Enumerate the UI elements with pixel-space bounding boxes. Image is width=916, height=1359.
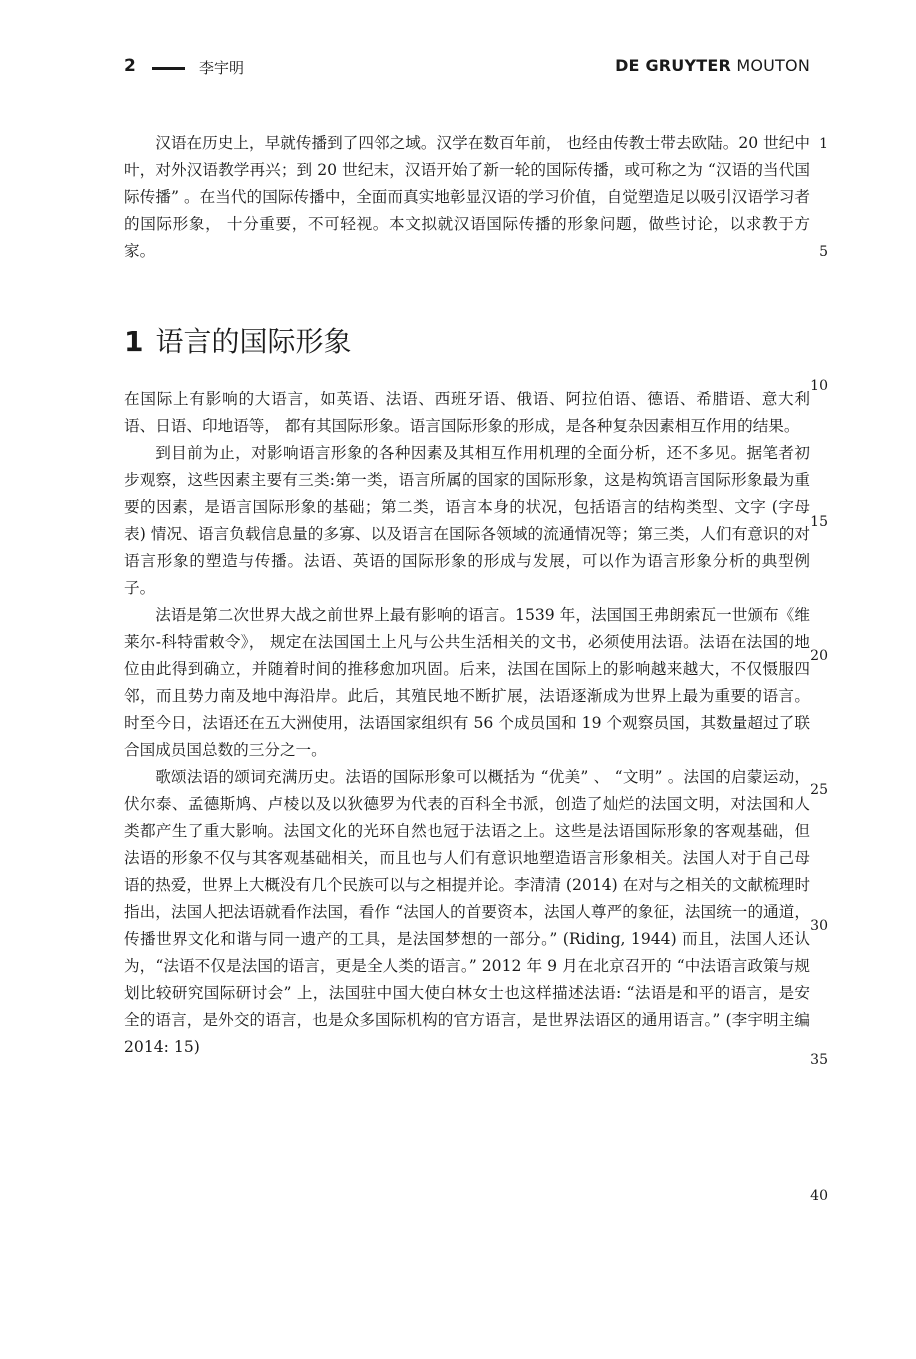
- body-paragraph-4: 歌颂法语的颂词充满历史。法语的国际形象可以概括为 “优美” 、 “文明” 。法国的启蒙运动， 伏尔泰、孟德斯鸠、卢棱以及以狄德罗为代表的百科全书派，创造了灿烂的法国文明，对法国和人类都产生了重大影响。法国文化的光环自然也冠于法语之上。这些是法语国际形象的客观基础，但法语的形象不仅与其客观基础相关，而且也与人们有意识地塑造语言形象相关。法国人对于自己母语的热爱，世界上大概没有几个民族可以与之相提并论。李清清 (2014) 在对与之相关的文献梳理时指出，法国人把法语就看作法国，看作 “法国人的首要资本，法国人尊严的象征，法国统一的通道，传播世界文化和谐与同一遗产的工具，是法国梦想的一部分。” (Riding, 1944) 而且，法国人还认为，“法语不仅是法国的语言，更是全人类的语言。” 2012 年 9 月在北京召开的 “中法语言政策与规划比较研究国际研讨会” 上，法国驻中国大使白林女士也这样描述法语: “法语是和平的语言，是安全的语言，是外交的语言，也是众多国际机构的官方语言，是世界法语区的通用语言。” (李宇明主编 2014: 15): [124, 768, 810, 1056]
- line-number-30: 30: [810, 918, 828, 934]
- body-paragraph-3: 法语是第二次世界大战之前世界上最有影响的语言。1539 年，法国国王弗朗索瓦一世颁布《维莱尔-科特雷敕令》， 规定在法国国土上凡与公共生活相关的文书，必须使用法语。法语在法国的地位由此得到确立，并随着时间的推移愈加巩固。后来，法国在国际上的影响越来越大，不仅慑服四邻，而且势力南及地中海沿岸。此后，其殖民地不断扩展，法语逐渐成为世界上最为重要的语言。时至今日，法语还在五大洲使用，法语国家组织有 56 个成员国和 19 个观察员国，其数量超过了联合国成员国总数的三分之一。: [124, 606, 810, 759]
- line-number-25: 25: [810, 782, 828, 798]
- section-heading: [124, 322, 352, 362]
- line-number-15: 15: [810, 514, 828, 530]
- body-text: [124, 386, 810, 1061]
- abstract-paragraph: 汉语在历史上，早就传播到了四邻之域。汉学在数百年前， 也经由传教士带去欧陆。20 世纪中叶，对外汉语教学再兴；到 20 世纪末，汉语开始了新一轮的国际传播，或可称之为 “汉语的当代国际传播” 。在当代的国际传播中，全面而真实地彰显汉语的学习价值，自觉塑造足以吸引汉语学习者的国际形象， 十分重要，不可轻视。本文拟就汉语国际传播的形象问题，做些讨论，以求教于方家。: [124, 134, 810, 260]
- section-title: 语言的国际形象: [155, 325, 352, 358]
- publisher-bold: DE GRUYTER: [615, 56, 732, 75]
- running-header: [124, 56, 810, 82]
- line-number-10: 10: [810, 378, 828, 394]
- body-paragraph-2: 到目前为止，对影响语言形象的各种因素及其相互作用机理的全面分析，还不多见。据笔者初步观察，这些因素主要有三类:第一类，语言所属的国家的国际形象，这是构筑语言国际形象最为重要的因素，是语言国际形象的基础；第二类，语言本身的状况，包括语言的结构类型、文字 (字母表) 情况、语言负载信息量的多寡、以及语言在国际各领域的流通情况等；第三类，人们有意识的对语言形象的塑造与传播。法语、英语的国际形象的形成与发展，可以作为语言形象分析的典型例子。: [124, 444, 810, 597]
- running-author: 李宇明: [199, 59, 245, 77]
- line-number-35: 35: [810, 1052, 828, 1068]
- header-rule: [152, 67, 185, 70]
- line-number-5: 5: [819, 244, 828, 260]
- line-number-1: 1: [819, 136, 828, 152]
- abstract-block: [124, 130, 810, 265]
- section-number: 1: [124, 325, 144, 358]
- publisher-regular: MOUTON: [736, 56, 810, 75]
- line-number-20: 20: [810, 648, 828, 664]
- line-number-40: 40: [810, 1188, 828, 1204]
- page-number: 2: [124, 56, 136, 76]
- publisher-logo: [615, 56, 810, 75]
- body-paragraph-1: 在国际上有影响的大语言，如英语、法语、西班牙语、俄语、阿拉伯语、德语、希腊语、意大利语、日语、印地语等， 都有其国际形象。语言国际形象的形成，是各种复杂因素相互作用的结果。: [124, 390, 810, 435]
